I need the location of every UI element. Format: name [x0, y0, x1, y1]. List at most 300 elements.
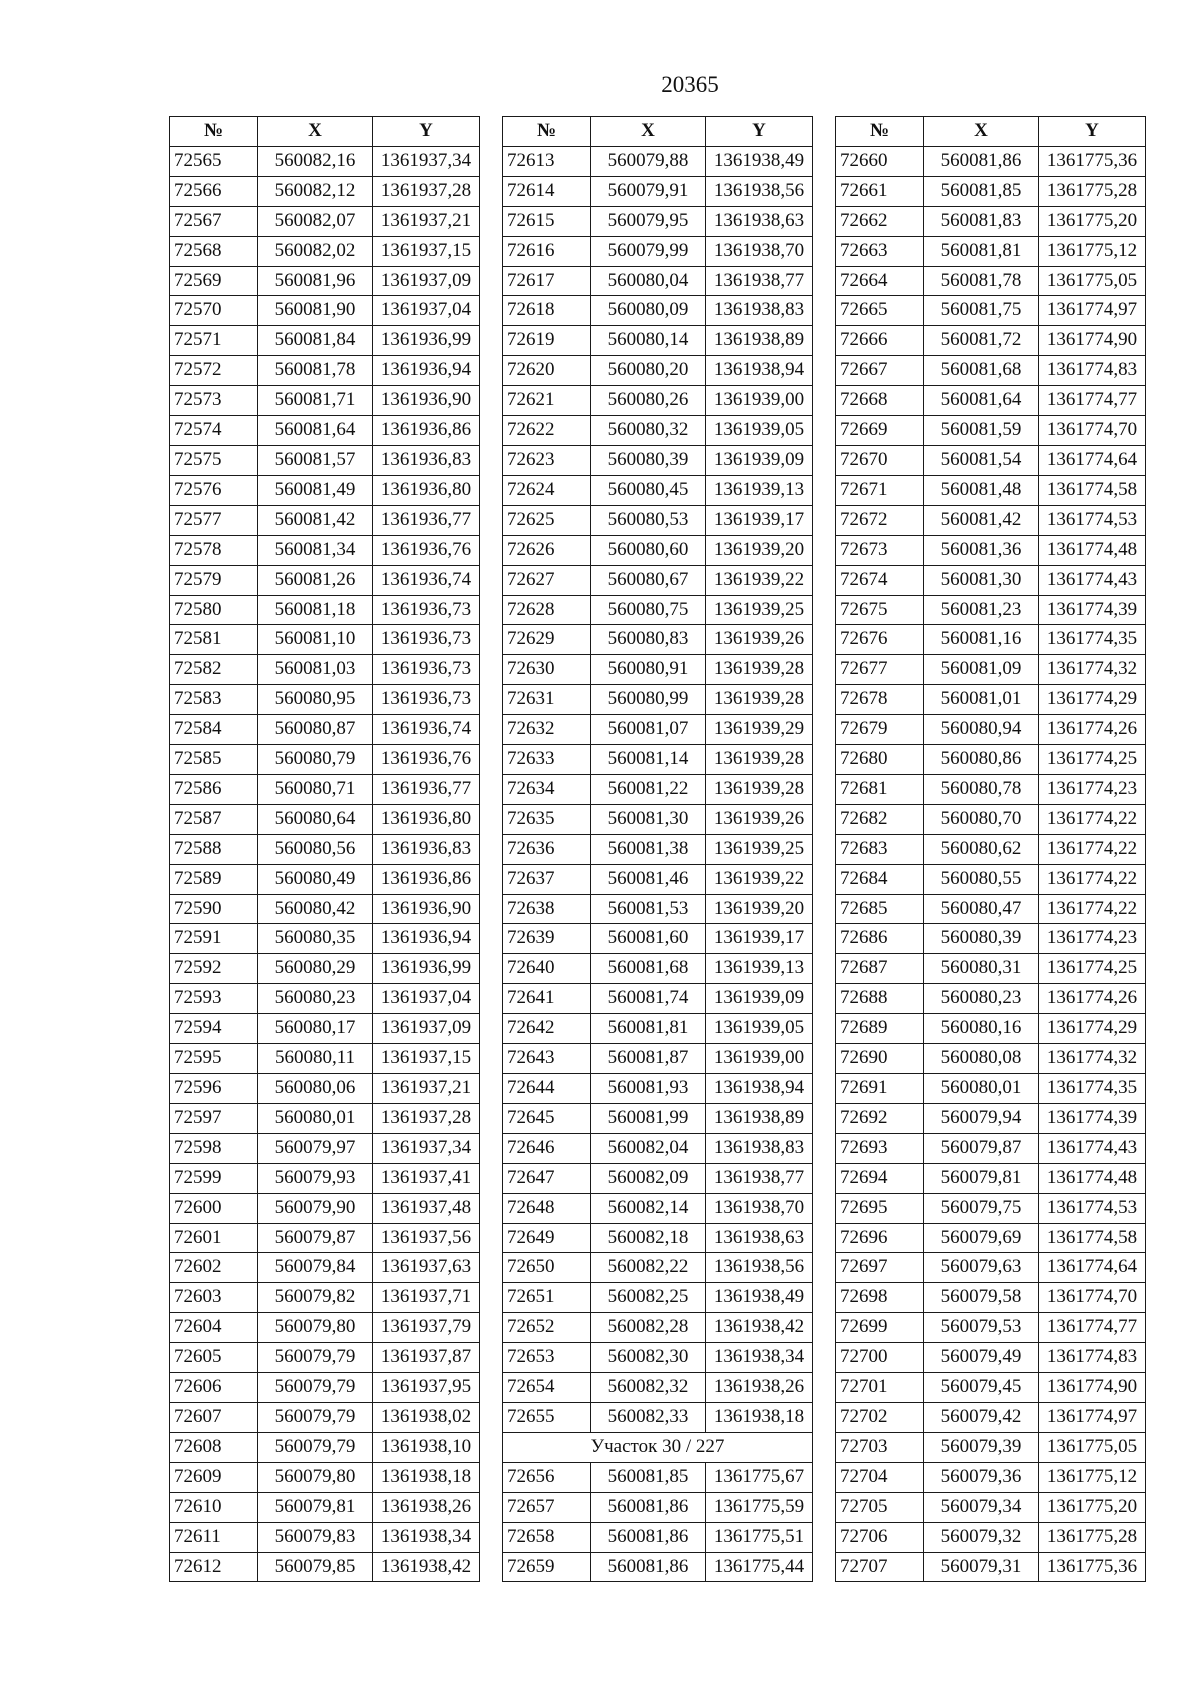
x-coordinate-cell: 560082,14	[591, 1193, 706, 1223]
y-coordinate-cell: 1361939,22	[706, 565, 813, 595]
table-row	[836, 1432, 1146, 1462]
table-row	[503, 505, 813, 535]
y-coordinate-cell: 1361774,32	[1039, 1044, 1146, 1074]
point-number-cell: 72579	[170, 565, 258, 595]
point-number-cell: 72665	[836, 296, 924, 326]
point-number-cell: 72687	[836, 954, 924, 984]
y-coordinate-cell: 1361775,44	[706, 1552, 813, 1582]
point-number-cell: 72620	[503, 356, 591, 386]
x-coordinate-cell: 560079,83	[258, 1522, 373, 1552]
table-row	[503, 1552, 813, 1582]
x-coordinate-cell: 560079,58	[924, 1283, 1039, 1313]
header-number: №	[170, 117, 258, 147]
x-coordinate-cell: 560081,03	[258, 655, 373, 685]
point-number-cell: 72658	[503, 1522, 591, 1552]
x-coordinate-cell: 560080,17	[258, 1014, 373, 1044]
point-number-cell: 72676	[836, 625, 924, 655]
x-coordinate-cell: 560082,25	[591, 1283, 706, 1313]
table-row	[503, 954, 813, 984]
y-coordinate-cell: 1361774,25	[1039, 745, 1146, 775]
point-number-cell: 72571	[170, 326, 258, 356]
y-coordinate-cell: 1361775,36	[1039, 146, 1146, 176]
y-coordinate-cell: 1361939,05	[706, 416, 813, 446]
x-coordinate-cell: 560079,63	[924, 1253, 1039, 1283]
x-coordinate-cell: 560079,97	[258, 1133, 373, 1163]
x-coordinate-cell: 560080,47	[924, 894, 1039, 924]
x-coordinate-cell: 560080,94	[924, 715, 1039, 745]
x-coordinate-cell: 560081,96	[258, 266, 373, 296]
point-number-cell: 72667	[836, 356, 924, 386]
point-number-cell: 72689	[836, 1014, 924, 1044]
x-coordinate-cell: 560079,88	[591, 146, 706, 176]
x-coordinate-cell: 560081,86	[591, 1492, 706, 1522]
point-number-cell: 72605	[170, 1343, 258, 1373]
table-row	[170, 894, 480, 924]
y-coordinate-cell: 1361937,48	[373, 1193, 480, 1223]
y-coordinate-cell: 1361939,28	[706, 655, 813, 685]
x-coordinate-cell: 560081,48	[924, 475, 1039, 505]
table-row	[170, 864, 480, 894]
x-coordinate-cell: 560079,99	[591, 236, 706, 266]
table-row	[503, 565, 813, 595]
point-number-cell: 72685	[836, 894, 924, 924]
point-number-cell: 72623	[503, 445, 591, 475]
x-coordinate-cell: 560081,30	[591, 804, 706, 834]
header-number: №	[503, 117, 591, 147]
point-number-cell: 72646	[503, 1133, 591, 1163]
y-coordinate-cell: 1361774,64	[1039, 445, 1146, 475]
y-coordinate-cell: 1361937,21	[373, 206, 480, 236]
point-number-cell: 72681	[836, 774, 924, 804]
y-coordinate-cell: 1361936,83	[373, 834, 480, 864]
y-coordinate-cell: 1361938,89	[706, 1103, 813, 1133]
table-row	[503, 685, 813, 715]
x-coordinate-cell: 560081,86	[591, 1552, 706, 1582]
x-coordinate-cell: 560080,91	[591, 655, 706, 685]
point-number-cell: 72578	[170, 535, 258, 565]
y-coordinate-cell: 1361775,67	[706, 1462, 813, 1492]
point-number-cell: 72602	[170, 1253, 258, 1283]
table-row	[170, 1044, 480, 1074]
x-coordinate-cell: 560079,91	[591, 176, 706, 206]
x-coordinate-cell: 560080,26	[591, 386, 706, 416]
y-coordinate-cell: 1361936,83	[373, 445, 480, 475]
table-row	[503, 1522, 813, 1552]
point-number-cell: 72628	[503, 595, 591, 625]
x-coordinate-cell: 560082,32	[591, 1373, 706, 1403]
x-coordinate-cell: 560082,22	[591, 1253, 706, 1283]
x-coordinate-cell: 560081,42	[924, 505, 1039, 535]
table-row	[170, 206, 480, 236]
x-coordinate-cell: 560081,85	[591, 1462, 706, 1492]
y-coordinate-cell: 1361938,26	[706, 1373, 813, 1403]
table-row	[836, 1193, 1146, 1223]
table-row	[503, 1253, 813, 1283]
table-row	[170, 1074, 480, 1104]
table-row	[836, 924, 1146, 954]
point-number-cell: 72666	[836, 326, 924, 356]
table-row	[170, 386, 480, 416]
x-coordinate-cell: 560081,84	[258, 326, 373, 356]
table-row	[170, 1193, 480, 1223]
y-coordinate-cell: 1361938,70	[706, 236, 813, 266]
y-coordinate-cell: 1361937,34	[373, 146, 480, 176]
y-coordinate-cell: 1361938,18	[373, 1462, 480, 1492]
table-row	[170, 595, 480, 625]
table-row	[170, 565, 480, 595]
table-row	[836, 1253, 1146, 1283]
y-coordinate-cell: 1361939,00	[706, 386, 813, 416]
table-row	[170, 1133, 480, 1163]
x-coordinate-cell: 560080,31	[924, 954, 1039, 984]
point-number-cell: 72668	[836, 386, 924, 416]
x-coordinate-cell: 560081,26	[258, 565, 373, 595]
table-row	[503, 1283, 813, 1313]
table-row	[170, 416, 480, 446]
point-number-cell: 72680	[836, 745, 924, 775]
point-number-cell: 72653	[503, 1343, 591, 1373]
x-coordinate-cell: 560080,71	[258, 774, 373, 804]
y-coordinate-cell: 1361774,22	[1039, 894, 1146, 924]
y-coordinate-cell: 1361775,05	[1039, 1432, 1146, 1462]
y-coordinate-cell: 1361774,23	[1039, 924, 1146, 954]
point-number-cell: 72572	[170, 356, 258, 386]
header-x: X	[591, 117, 706, 147]
y-coordinate-cell: 1361936,94	[373, 356, 480, 386]
x-coordinate-cell: 560079,79	[258, 1343, 373, 1373]
point-number-cell: 72600	[170, 1193, 258, 1223]
y-coordinate-cell: 1361938,63	[706, 206, 813, 236]
table-row	[836, 1313, 1146, 1343]
table-row	[836, 745, 1146, 775]
table-row	[836, 1552, 1146, 1582]
point-number-cell: 72624	[503, 475, 591, 505]
point-number-cell: 72647	[503, 1163, 591, 1193]
x-coordinate-cell: 560079,81	[258, 1492, 373, 1522]
point-number-cell: 72682	[836, 804, 924, 834]
point-number-cell: 72660	[836, 146, 924, 176]
y-coordinate-cell: 1361938,56	[706, 176, 813, 206]
header-row	[836, 117, 1146, 147]
x-coordinate-cell: 560081,78	[258, 356, 373, 386]
table-row	[836, 685, 1146, 715]
point-number-cell: 72652	[503, 1313, 591, 1343]
point-number-cell: 72670	[836, 445, 924, 475]
y-coordinate-cell: 1361775,28	[1039, 176, 1146, 206]
x-coordinate-cell: 560080,39	[591, 445, 706, 475]
point-number-cell: 72640	[503, 954, 591, 984]
point-number-cell: 72664	[836, 266, 924, 296]
x-coordinate-cell: 560081,78	[924, 266, 1039, 296]
point-number-cell: 72590	[170, 894, 258, 924]
y-coordinate-cell: 1361774,64	[1039, 1253, 1146, 1283]
table-row	[503, 1014, 813, 1044]
point-number-cell: 72644	[503, 1074, 591, 1104]
point-number-cell: 72695	[836, 1193, 924, 1223]
table-row	[836, 834, 1146, 864]
point-number-cell: 72603	[170, 1283, 258, 1313]
y-coordinate-cell: 1361938,02	[373, 1402, 480, 1432]
y-coordinate-cell: 1361774,97	[1039, 1402, 1146, 1432]
x-coordinate-cell: 560080,56	[258, 834, 373, 864]
point-number-cell: 72598	[170, 1133, 258, 1163]
table-row	[503, 655, 813, 685]
x-coordinate-cell: 560079,36	[924, 1462, 1039, 1492]
point-number-cell: 72696	[836, 1223, 924, 1253]
x-coordinate-cell: 560079,69	[924, 1223, 1039, 1253]
header-row	[170, 117, 480, 147]
x-coordinate-cell: 560081,87	[591, 1044, 706, 1074]
x-coordinate-cell: 560081,10	[258, 625, 373, 655]
point-number-cell: 72591	[170, 924, 258, 954]
point-number-cell: 72675	[836, 595, 924, 625]
y-coordinate-cell: 1361937,87	[373, 1343, 480, 1373]
x-coordinate-cell: 560080,64	[258, 804, 373, 834]
section-row	[503, 1432, 813, 1462]
x-coordinate-cell: 560079,34	[924, 1492, 1039, 1522]
y-coordinate-cell: 1361775,12	[1039, 1462, 1146, 1492]
y-coordinate-cell: 1361937,15	[373, 1044, 480, 1074]
table-row	[170, 236, 480, 266]
table-row	[170, 1552, 480, 1582]
x-coordinate-cell: 560080,55	[924, 864, 1039, 894]
point-number-cell: 72625	[503, 505, 591, 535]
point-number-cell: 72642	[503, 1014, 591, 1044]
header-y: Y	[1039, 117, 1146, 147]
point-number-cell: 72707	[836, 1552, 924, 1582]
y-coordinate-cell: 1361939,17	[706, 924, 813, 954]
y-coordinate-cell: 1361936,86	[373, 416, 480, 446]
x-coordinate-cell: 560079,31	[924, 1552, 1039, 1582]
point-number-cell: 72588	[170, 834, 258, 864]
x-coordinate-cell: 560080,35	[258, 924, 373, 954]
x-coordinate-cell: 560081,30	[924, 565, 1039, 595]
table-row	[836, 505, 1146, 535]
point-number-cell: 72618	[503, 296, 591, 326]
table-row	[170, 984, 480, 1014]
y-coordinate-cell: 1361774,26	[1039, 715, 1146, 745]
table-row	[503, 146, 813, 176]
y-coordinate-cell: 1361939,09	[706, 445, 813, 475]
y-coordinate-cell: 1361936,80	[373, 475, 480, 505]
point-number-cell: 72633	[503, 745, 591, 775]
point-number-cell: 72678	[836, 685, 924, 715]
x-coordinate-cell: 560080,42	[258, 894, 373, 924]
y-coordinate-cell: 1361936,73	[373, 655, 480, 685]
point-number-cell: 72617	[503, 266, 591, 296]
table-row	[170, 655, 480, 685]
point-number-cell: 72589	[170, 864, 258, 894]
table-row	[836, 1133, 1146, 1163]
y-coordinate-cell: 1361937,34	[373, 1133, 480, 1163]
x-coordinate-cell: 560081,36	[924, 535, 1039, 565]
x-coordinate-cell: 560080,87	[258, 715, 373, 745]
point-number-cell: 72648	[503, 1193, 591, 1223]
table-row	[170, 804, 480, 834]
y-coordinate-cell: 1361939,05	[706, 1014, 813, 1044]
y-coordinate-cell: 1361937,28	[373, 1103, 480, 1133]
x-coordinate-cell: 560079,82	[258, 1283, 373, 1313]
table-row	[170, 1014, 480, 1044]
table-row	[836, 1343, 1146, 1373]
point-number-cell: 72674	[836, 565, 924, 595]
table-row	[503, 326, 813, 356]
point-number-cell: 72621	[503, 386, 591, 416]
x-coordinate-cell: 560081,81	[591, 1014, 706, 1044]
x-coordinate-cell: 560082,16	[258, 146, 373, 176]
x-coordinate-cell: 560080,39	[924, 924, 1039, 954]
y-coordinate-cell: 1361774,70	[1039, 416, 1146, 446]
y-coordinate-cell: 1361938,49	[706, 146, 813, 176]
header-y: Y	[373, 117, 480, 147]
x-coordinate-cell: 560079,53	[924, 1313, 1039, 1343]
table-row	[503, 984, 813, 1014]
point-number-cell: 72671	[836, 475, 924, 505]
x-coordinate-cell: 560081,49	[258, 475, 373, 505]
x-coordinate-cell: 560080,60	[591, 535, 706, 565]
y-coordinate-cell: 1361938,89	[706, 326, 813, 356]
y-coordinate-cell: 1361936,99	[373, 954, 480, 984]
header-row	[503, 117, 813, 147]
point-number-cell: 72669	[836, 416, 924, 446]
table-row	[170, 1253, 480, 1283]
y-coordinate-cell: 1361939,29	[706, 715, 813, 745]
table-row	[836, 1074, 1146, 1104]
table-row	[836, 655, 1146, 685]
x-coordinate-cell: 560080,78	[924, 774, 1039, 804]
table-row	[170, 745, 480, 775]
y-coordinate-cell: 1361938,42	[706, 1313, 813, 1343]
y-coordinate-cell: 1361774,48	[1039, 535, 1146, 565]
table-row	[503, 1223, 813, 1253]
coordinates-table-2	[502, 116, 813, 1582]
y-coordinate-cell: 1361937,04	[373, 296, 480, 326]
table-row	[836, 176, 1146, 206]
x-coordinate-cell: 560080,08	[924, 1044, 1039, 1074]
y-coordinate-cell: 1361937,41	[373, 1163, 480, 1193]
table-row	[836, 864, 1146, 894]
y-coordinate-cell: 1361938,34	[373, 1522, 480, 1552]
table-row	[170, 505, 480, 535]
x-coordinate-cell: 560079,84	[258, 1253, 373, 1283]
point-number-cell: 72604	[170, 1313, 258, 1343]
y-coordinate-cell: 1361936,76	[373, 745, 480, 775]
x-coordinate-cell: 560082,33	[591, 1402, 706, 1432]
y-coordinate-cell: 1361774,43	[1039, 565, 1146, 595]
x-coordinate-cell: 560081,64	[258, 416, 373, 446]
x-coordinate-cell: 560081,34	[258, 535, 373, 565]
y-coordinate-cell: 1361939,00	[706, 1044, 813, 1074]
table-row	[503, 1462, 813, 1492]
point-number-cell: 72639	[503, 924, 591, 954]
y-coordinate-cell: 1361774,35	[1039, 1074, 1146, 1104]
y-coordinate-cell: 1361774,58	[1039, 475, 1146, 505]
y-coordinate-cell: 1361774,23	[1039, 774, 1146, 804]
y-coordinate-cell: 1361938,77	[706, 1163, 813, 1193]
table-row	[503, 475, 813, 505]
table-row	[503, 924, 813, 954]
x-coordinate-cell: 560081,99	[591, 1103, 706, 1133]
table-row	[503, 1074, 813, 1104]
point-number-cell: 72654	[503, 1373, 591, 1403]
y-coordinate-cell: 1361936,74	[373, 565, 480, 595]
point-number-cell: 72679	[836, 715, 924, 745]
table-row	[170, 924, 480, 954]
section-label: Участок 30 / 227	[503, 1432, 813, 1462]
table-row	[170, 475, 480, 505]
table-row	[170, 1373, 480, 1403]
y-coordinate-cell: 1361775,05	[1039, 266, 1146, 296]
x-coordinate-cell: 560079,79	[258, 1432, 373, 1462]
x-coordinate-cell: 560079,42	[924, 1402, 1039, 1432]
point-number-cell: 72599	[170, 1163, 258, 1193]
x-coordinate-cell: 560081,60	[591, 924, 706, 954]
y-coordinate-cell: 1361938,70	[706, 1193, 813, 1223]
x-coordinate-cell: 560080,01	[258, 1103, 373, 1133]
y-coordinate-cell: 1361937,71	[373, 1283, 480, 1313]
table-row	[170, 1283, 480, 1313]
table-row	[836, 774, 1146, 804]
point-number-cell: 72641	[503, 984, 591, 1014]
x-coordinate-cell: 560080,49	[258, 864, 373, 894]
point-number-cell: 72575	[170, 445, 258, 475]
point-number-cell: 72684	[836, 864, 924, 894]
x-coordinate-cell: 560079,81	[924, 1163, 1039, 1193]
table-row	[170, 1402, 480, 1432]
x-coordinate-cell: 560082,12	[258, 176, 373, 206]
point-number-cell: 72694	[836, 1163, 924, 1193]
y-coordinate-cell: 1361774,26	[1039, 984, 1146, 1014]
y-coordinate-cell: 1361774,83	[1039, 1343, 1146, 1373]
y-coordinate-cell: 1361774,53	[1039, 1193, 1146, 1223]
table-row	[503, 1163, 813, 1193]
x-coordinate-cell: 560081,42	[258, 505, 373, 535]
y-coordinate-cell: 1361938,42	[373, 1552, 480, 1582]
x-coordinate-cell: 560080,06	[258, 1074, 373, 1104]
table-row	[170, 356, 480, 386]
point-number-cell: 72595	[170, 1044, 258, 1074]
x-coordinate-cell: 560079,80	[258, 1313, 373, 1343]
point-number-cell: 72610	[170, 1492, 258, 1522]
point-number-cell: 72705	[836, 1492, 924, 1522]
point-number-cell: 72567	[170, 206, 258, 236]
x-coordinate-cell: 560081,93	[591, 1074, 706, 1104]
point-number-cell: 72635	[503, 804, 591, 834]
header-number: №	[836, 117, 924, 147]
point-number-cell: 72612	[170, 1552, 258, 1582]
point-number-cell: 72672	[836, 505, 924, 535]
point-number-cell: 72583	[170, 685, 258, 715]
point-number-cell: 72593	[170, 984, 258, 1014]
y-coordinate-cell: 1361774,22	[1039, 804, 1146, 834]
table-row	[170, 954, 480, 984]
y-coordinate-cell: 1361774,29	[1039, 685, 1146, 715]
y-coordinate-cell: 1361939,28	[706, 745, 813, 775]
table-row	[170, 1343, 480, 1373]
table-row	[836, 1014, 1146, 1044]
y-coordinate-cell: 1361774,25	[1039, 954, 1146, 984]
y-coordinate-cell: 1361774,83	[1039, 356, 1146, 386]
x-coordinate-cell: 560080,32	[591, 416, 706, 446]
table-row	[170, 266, 480, 296]
point-number-cell: 72582	[170, 655, 258, 685]
point-number-cell: 72643	[503, 1044, 591, 1074]
point-number-cell: 72638	[503, 894, 591, 924]
x-coordinate-cell: 560081,68	[924, 356, 1039, 386]
y-coordinate-cell: 1361775,51	[706, 1522, 813, 1552]
y-coordinate-cell: 1361937,95	[373, 1373, 480, 1403]
y-coordinate-cell: 1361938,56	[706, 1253, 813, 1283]
